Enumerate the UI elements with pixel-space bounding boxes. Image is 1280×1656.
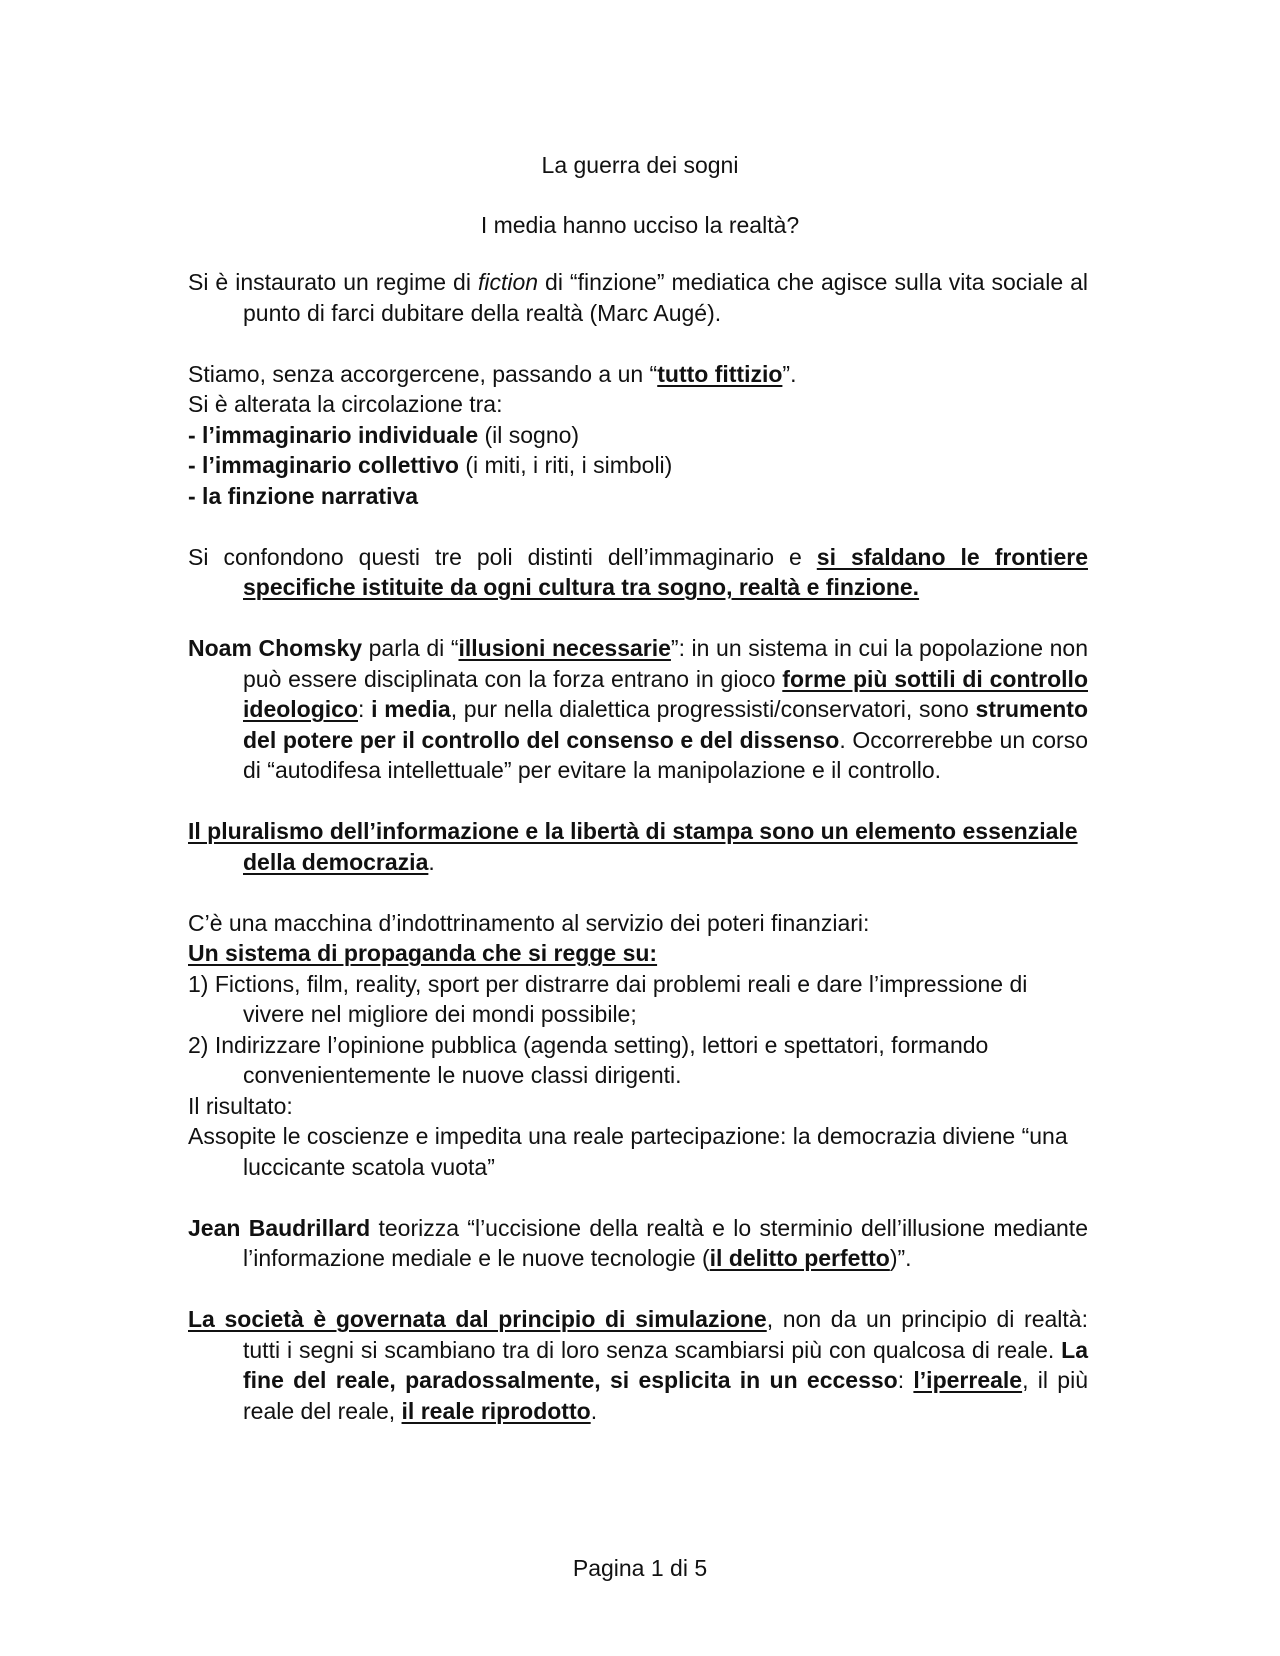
paragraph-pluralismo: Il pluralismo dell’informazione e la libertà di stampa sono un elemento essenziale della democrazia.: [188, 818, 1078, 875]
paragraph-macchina: C’è una macchina d’indottrinamento al servizio dei poteri finanziari:: [188, 909, 870, 936]
paragraph-circolazione: Si è alterata la circolazione tra:: [188, 391, 503, 417]
document-body: [188, 267, 1088, 1426]
author-name: Noam Chomsky: [188, 635, 363, 661]
text-run: ”.: [782, 360, 797, 387]
paragraph-baudrillard: Jean Baudrillard teorizza “l’uccisione della realtà e lo sterminio dell’illusione mediante l’informazione mediale e le nuove tecnologie (il delitto perfetto)”.: [188, 1214, 1088, 1271]
text-run: Stiamo, senza accorgercene, passando a un “: [188, 360, 658, 387]
italic-term: fiction: [477, 269, 539, 295]
paragraph-fiction: [188, 267, 1088, 328]
emphasis-term: il reale riprodotto: [401, 1397, 591, 1424]
paragraph-poli: Si confondono questi tre poli distinti dell’immaginario e si sfaldano le frontiere specifiche istituite da ogni cultura tra sogno, realtà e finzione.: [188, 543, 1088, 600]
author-name: Jean Baudrillard: [188, 1214, 371, 1241]
emphasis-term: forme più sottili di controllo ideologico: [243, 665, 1088, 722]
paragraph-tutto-fittizio: [188, 359, 1088, 390]
paragraph-simulazione: La società è governata dal principio di simulazione, non da un principio di realtà: tutti i segni si scambiano tra di loro senza scambiarsi più con qualcosa di reale. La fine del reale, paradossalmente, si esplicita in un eccesso: l’iperreale, il più reale del reale, il reale riprodotto.: [188, 1306, 1088, 1424]
list-item: - la finzione narrativa: [188, 482, 419, 509]
list-item: 1) Fictions, film, reality, sport per distrarre dai problemi reali e dare l’impressione di vivere nel migliore dei mondi possibile;: [188, 970, 1028, 1027]
page-number: Pagina 1 di 5: [572, 1555, 708, 1581]
paragraph-risultato: Il risultato:: [188, 1092, 293, 1119]
document-title: La guerra dei sogni: [541, 152, 739, 178]
text-run: di “finzione” mediatica che agisce sulla vita sociale al punto di farci dubitare della realtà (Marc Augé).: [243, 269, 1088, 326]
text-run: Si è instaurato un regime di: [188, 269, 478, 295]
paragraph-chomsky: Noam Chomsky parla di “illusioni necessarie”: in un sistema in cui la popolazione non può essere disciplinata con la forza entrano in gioco forme più sottili di controllo ideologico: i media, pur nella dialettica progressisti/conservatori, sono strumento del potere per il controllo del consenso e del dissenso. Occorrerebbe un corso di “autodifesa intellettuale” per evitare la manipolazione e il controllo.: [188, 635, 1089, 783]
list-item: - l’immaginario collettivo (i miti, i riti, i simboli): [188, 452, 673, 478]
emphasis-term: il delitto perfetto: [709, 1245, 890, 1271]
emphasis-term: l’iperreale: [913, 1367, 1023, 1393]
emphasis-term: tutto fittizio: [657, 360, 783, 387]
emphasis-term: Il pluralismo dell’informazione e la libertà di stampa sono un elemento essenziale della democrazia: [188, 818, 1078, 875]
list-item: 2) Indirizzare l’opinione pubblica (agenda setting), lettori e spettatori, formando convenientemente le nuove classi dirigenti.: [188, 1031, 989, 1088]
emphasis-term: illusioni necessarie: [458, 635, 671, 661]
paragraph-assopite: Assopite le coscienze e impedita una reale partecipazione: la democrazia diviene “una luccicante scatola vuota”: [188, 1123, 1068, 1180]
emphasis-term: La società è governata dal principio di simulazione: [188, 1306, 767, 1332]
document-subtitle: I media hanno ucciso la realtà?: [480, 212, 800, 238]
emphasis-term: si sfaldano le frontiere specifiche istituite da ogni cultura tra sogno, realtà e finzione.: [243, 543, 1088, 600]
list-item: - l’immaginario individuale (il sogno): [188, 421, 580, 448]
paragraph-propaganda-heading: Un sistema di propaganda che si regge su:: [188, 940, 658, 966]
